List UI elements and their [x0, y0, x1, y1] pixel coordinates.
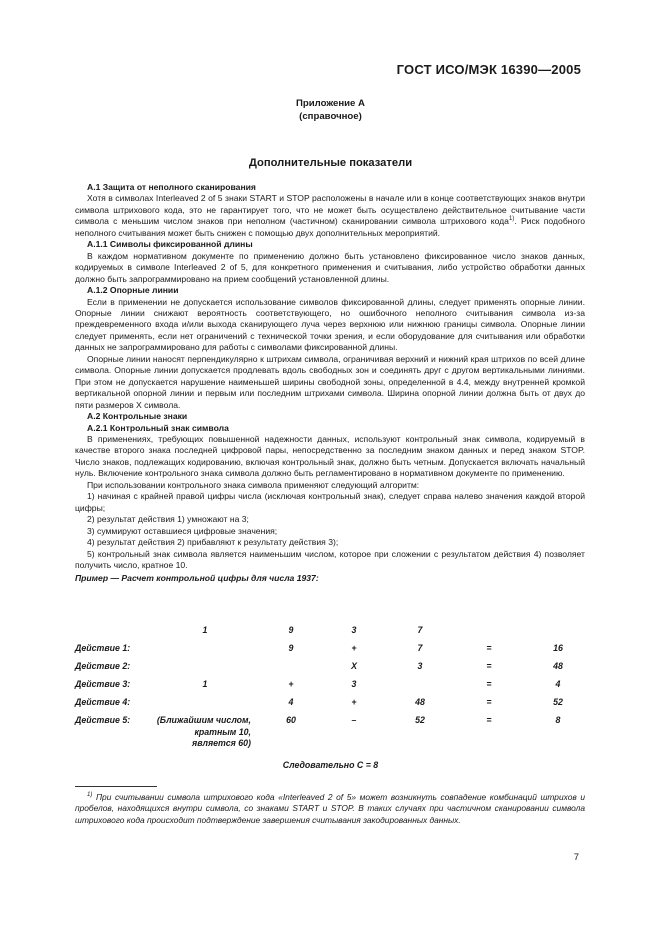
calc-cell: 48	[415, 697, 425, 707]
paragraph-a12-1: Если в применении не допускается использование символов фиксированной длины, следует применять опорные линии. Опорные линии снижают вероятность соответствующего, но ошибочного неполного считывания символа из-за преждевременного входа и/или выхода сканирующего луча через верхнюю или нижнюю границы символа. Опорные линии следует применять, если нет ограничений с технической точки зрения, и если оборудование для считывания или обработки данных не запрограммировано для работы с символами фиксированной длины.	[75, 296, 585, 353]
check-digit-calculation	[75, 625, 591, 750]
calc-cell: +	[288, 679, 294, 689]
calc-cell: 9	[288, 643, 294, 653]
calc-result: 16	[553, 643, 563, 653]
calc-number-row	[75, 625, 591, 643]
calc-cell: 3	[351, 679, 357, 689]
paragraph-a1-text: Хотя в символах Interleaved 2 of 5 знаки START и STOP расположены в начале или в конце соответствующих знаков внутри символа штрихового кода, это не гарантирует того, что не может быть осуществлено действительное считывание части символа с меньшим числом знаков при неполном (частичном) сканировании символа штрихового кода	[75, 193, 585, 227]
calc-cell: +	[351, 697, 357, 707]
heading-a1: А.1 Защита от неполного сканирования	[87, 182, 256, 192]
calc-step-label: Действие 1:	[75, 643, 131, 653]
calc-row	[75, 697, 591, 715]
calc-cell: =	[486, 661, 492, 671]
calc-cell: 1	[202, 625, 208, 635]
calc-cell: –	[351, 715, 357, 725]
calc-step-label: Действие 4:	[75, 697, 131, 707]
calc-result: 8	[555, 715, 561, 725]
calc-cell	[75, 625, 149, 643]
annex-heading	[0, 97, 661, 123]
paragraph-a1	[75, 193, 585, 239]
heading-a11: А.1.1 Символы фиксированной длины	[87, 239, 253, 250]
calc-cell: 52	[415, 715, 425, 725]
footnote-ref[interactable]: 1)	[508, 216, 515, 223]
calc-cell	[525, 625, 591, 643]
paragraph-a21-2: При использовании контрольного знака символа применяют следующий алгоритм:	[87, 479, 420, 490]
calc-cell: X	[351, 661, 357, 671]
paragraph-a11: В каждом нормативном документе по применению должно быть установлено фиксированное число знаков данных, кодируемых в символе Interleaved 2 of 5, для конкретного применения и считывания, либо устройство обработки данных должно быть запрограммировано на прием сообщений установленной длины.	[75, 250, 585, 284]
heading-a2: А.2 Контрольные знаки	[87, 411, 188, 422]
heading-a12: А.1.2 Опорные линии	[87, 285, 179, 296]
calc-result: 4	[555, 679, 561, 689]
document-code: ГОСТ ИСО/МЭК 16390—2005	[396, 62, 581, 77]
calc-cell: =	[486, 697, 492, 707]
calc-cell: 60	[286, 715, 296, 725]
calc-cell: +	[351, 643, 357, 653]
step-1: 1) начиная с крайней правой цифры числа (исключая контрольный знак), следует справа налево значения каждой второй цифры;	[75, 491, 585, 513]
calc-row	[75, 715, 591, 750]
paragraph-a21-1: В применениях, требующих повышенной надежности данных, используют контрольный знак символа, кодируемый в качестве второго знака последней цифровой пары, непосредственно за последним знаком данных и перед знаком STOP. Число знаков, подлежащих кодированию, включая контрольный знак, должно быть четным. Допускается включать начальный нуль. Включение контрольного знака символа должно быть регламентировано в нормативном документе по применению.	[75, 433, 585, 479]
calc-cell: 3	[417, 661, 423, 671]
calc-cell: 4	[288, 697, 294, 707]
calc-row	[75, 661, 591, 679]
calc-cell: 1	[202, 679, 208, 689]
calc-cell	[149, 697, 261, 715]
calc-step-label: Действие 2:	[75, 661, 131, 671]
calc-cell: =	[486, 679, 492, 689]
calc-result: 48	[553, 661, 563, 671]
calc-conclusion: Следовательно С = 8	[282, 760, 379, 770]
calc-cell: 9	[288, 625, 294, 635]
calc-cell	[387, 679, 453, 697]
calc-note: (Ближайшим числом, кратным 10, является 60)	[156, 715, 251, 748]
step-5: 5) контрольный знак символа является наименьшим числом, которое при сложении с результатом действия 4) позволяет получить число, кратное 10.	[75, 548, 585, 570]
calc-cell: 7	[417, 625, 423, 635]
calc-cell: =	[486, 643, 492, 653]
annex-title: Приложение А	[296, 98, 365, 109]
step-4: 4) результат действия 2) прибавляют к результату действия 3);	[87, 537, 339, 548]
footnote	[75, 792, 585, 826]
calc-cell: 7	[417, 643, 423, 653]
calc-cell	[453, 625, 525, 643]
footnote-mark: 1)	[87, 792, 93, 799]
calc-cell	[149, 643, 261, 661]
calc-cell	[261, 661, 321, 679]
section-title: Дополнительные показатели	[248, 157, 413, 169]
calc-result: 52	[553, 697, 563, 707]
paragraph-a12-2: Опорные линии наносят перпендикулярно к штрихам символа, ограничивая верхний и нижний края штрихов по всей длине символа. Опорные линии допускается продлевать вдоль свободных зон и соединять друг с другом вертикальными линиями. При этом не допускается нарушение наименьшей ширины свободной зоны, определенной в 4.4, между внутренней кромкой вертикальной опорной линии и первым или последним штрихами символа. Ширина опорной линии должна быть от двух до пяти размеров X символа.	[75, 353, 585, 410]
body-text	[75, 182, 585, 585]
calc-step-label: Действие 3:	[75, 679, 131, 689]
calc-row	[75, 679, 591, 697]
step-2: 2) результат действия 1) умножают на 3;	[87, 514, 249, 525]
footnote-text: При считывании символа штрихового кода «Interleaved 2 of 5» может возникнуть совпадение комбинаций штрихов и пробелов, находящихся внутри символа, со знаками START и STOP. В таких случаях при частичном сканировании символа штрихового кода происходит подтверждение завершения считывания закодированных данных.	[75, 792, 586, 825]
calc-cell: =	[486, 715, 492, 725]
page-number: 7	[573, 852, 579, 863]
calc-step-label: Действие 5:	[75, 715, 131, 725]
calc-cell: 3	[351, 625, 357, 635]
paragraph-a1-tail: . Риск подобного неполного считывания может быть снижен с помощью двух дополнительных мероприятий.	[75, 216, 585, 238]
calc-row	[75, 643, 591, 661]
annex-subtitle: (справочное)	[299, 111, 362, 122]
footnote-divider	[75, 786, 157, 787]
heading-a21: А.2.1 Контрольный знак символа	[87, 422, 229, 433]
calc-cell	[149, 661, 261, 679]
step-3: 3) суммируют оставшиеся цифровые значения;	[87, 525, 278, 536]
example-title: Пример — Расчет контрольной цифры для числа 1937:	[75, 573, 319, 584]
